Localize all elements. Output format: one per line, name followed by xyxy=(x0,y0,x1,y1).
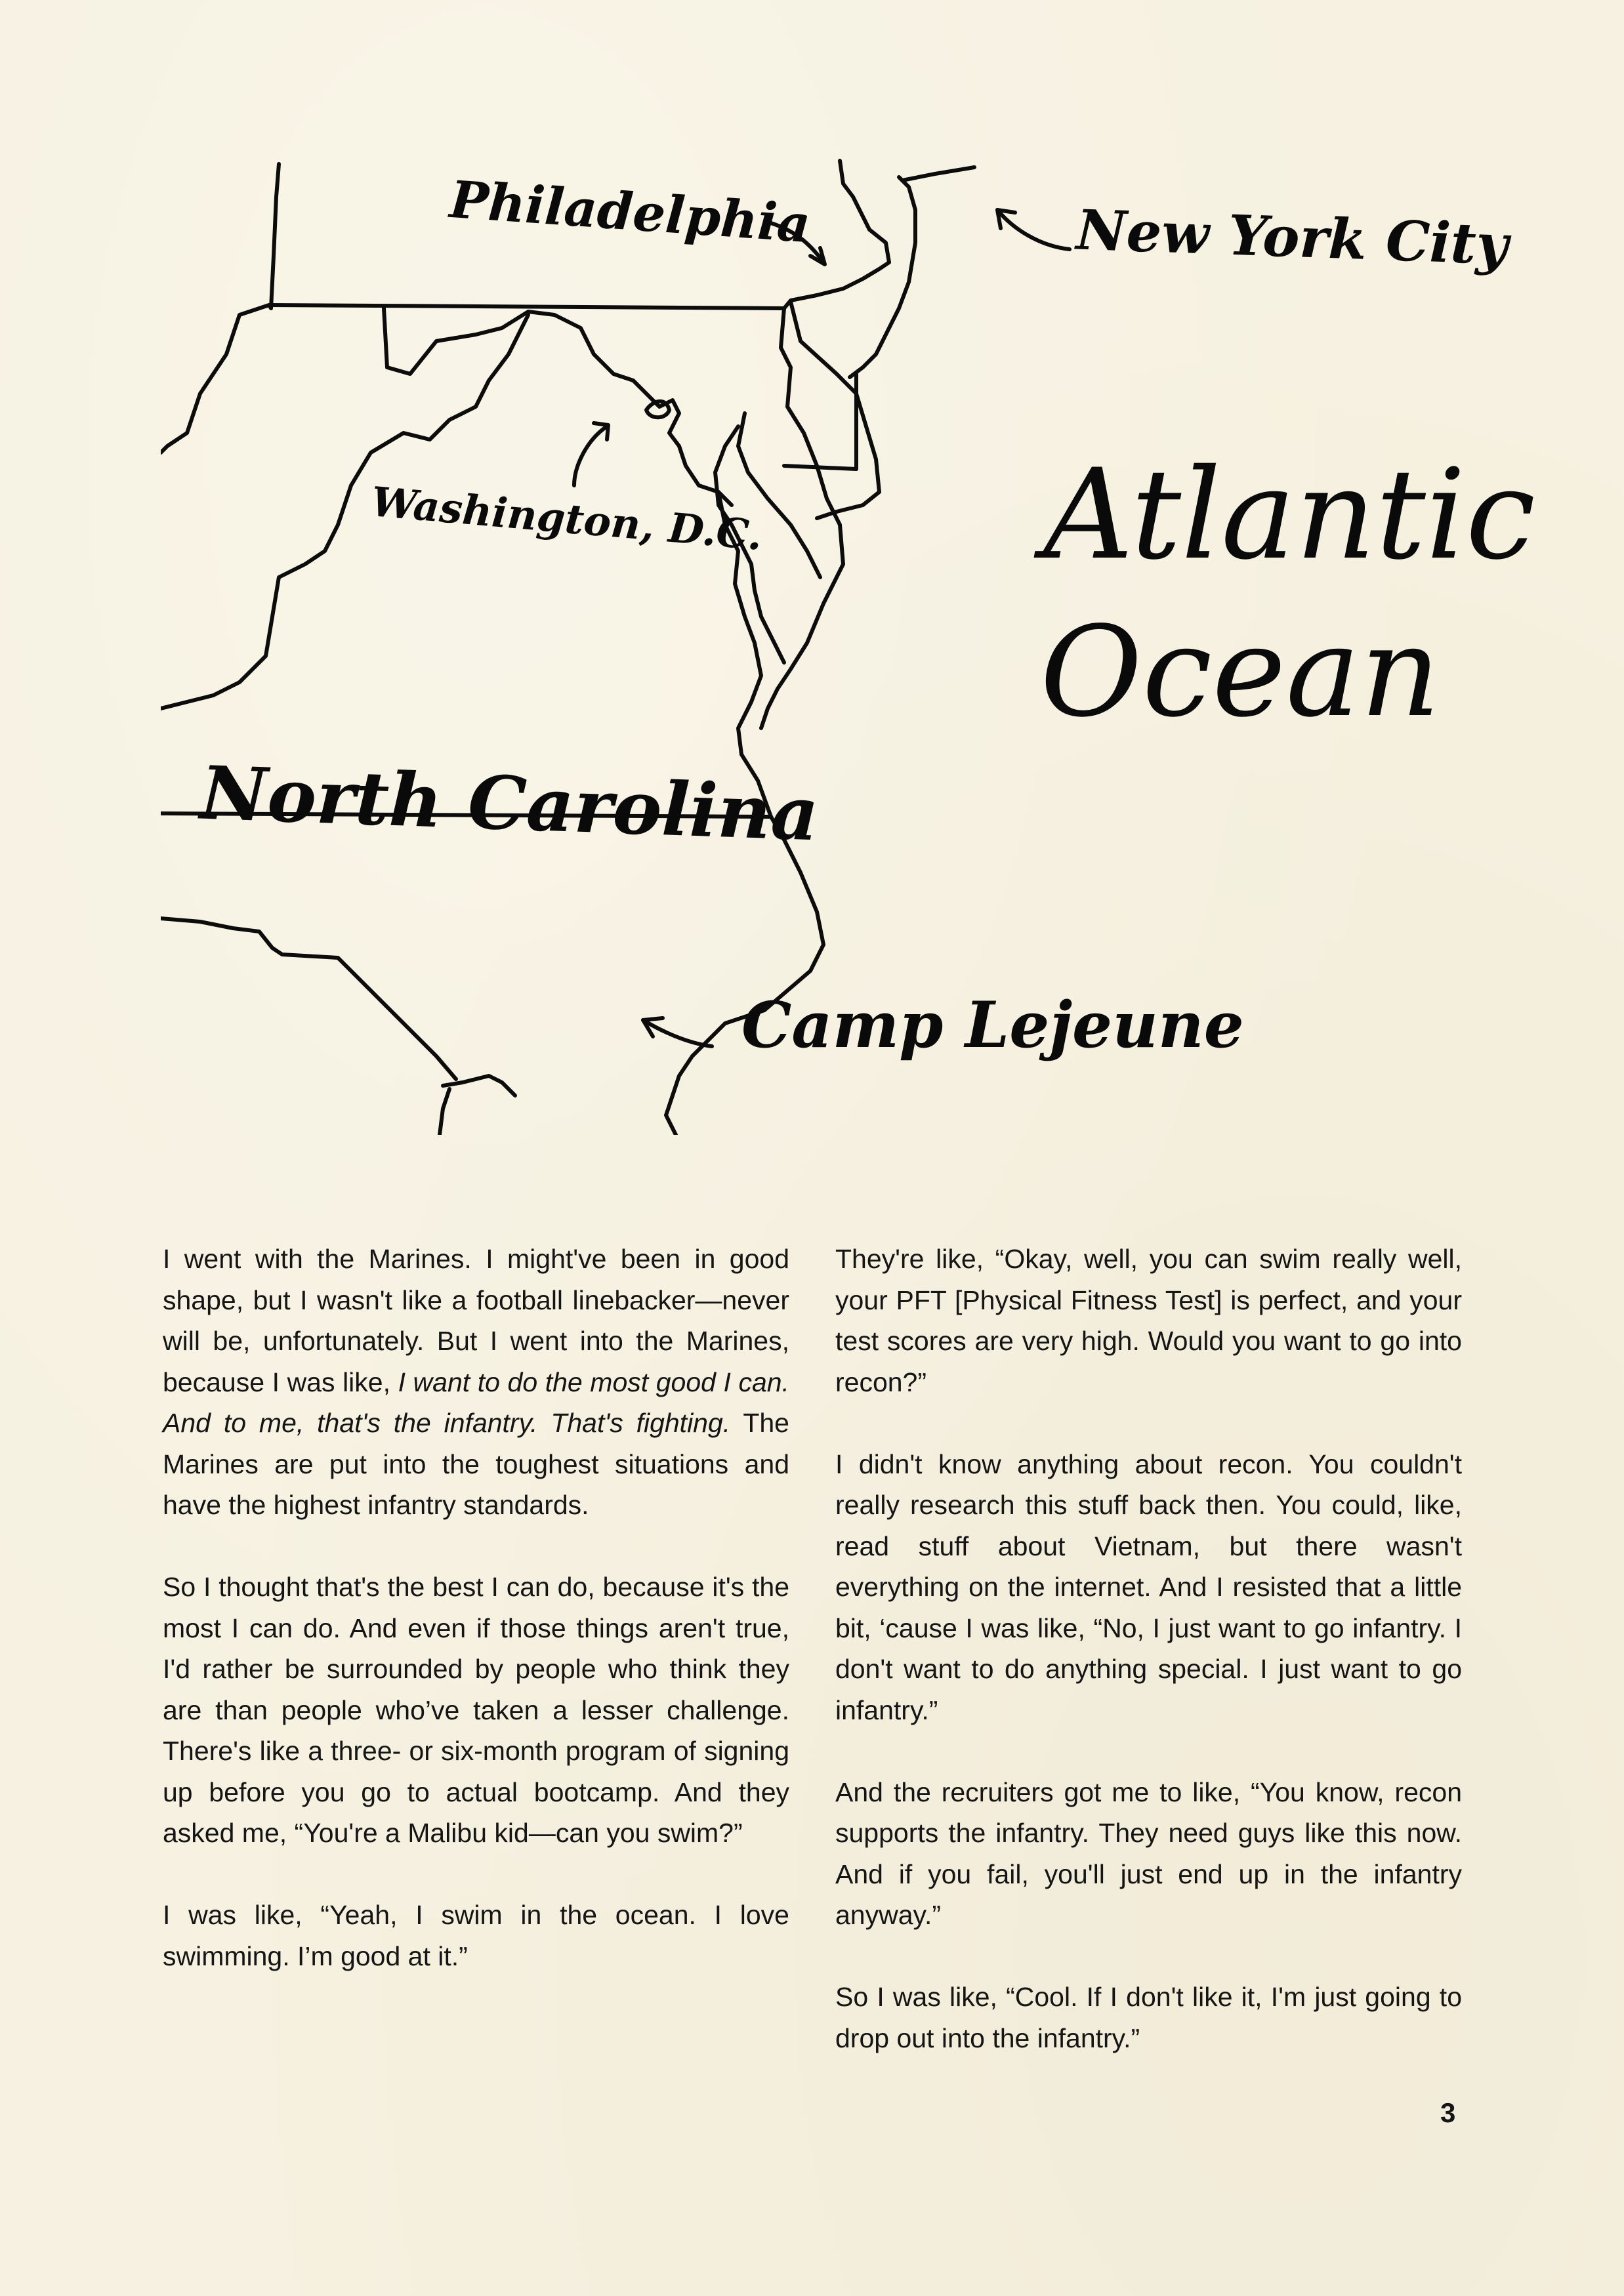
arrow-camp-lejeune xyxy=(643,1020,712,1046)
label-philadelphia: Philadelphia xyxy=(448,169,812,255)
text-span: The Marines are put into the toughest situations and have the highest infantry standards. xyxy=(163,1408,789,1520)
label-atlantic: Atlantic xyxy=(1043,442,1536,587)
paragraph: So I was like, “Cool. If I don't like it, I'm just going to drop out into the infantry.” xyxy=(835,1982,1462,2053)
article-columns xyxy=(163,1239,1462,2059)
sc-coast-stub-2 xyxy=(440,1089,449,1135)
paragraph: They're like, “Okay, well, you can swim really well, your PFT [Physical Fitness Test] is perfect, and your test scores are very high. Would you want to go into recon?” xyxy=(835,1244,1462,1397)
nc-sc-border xyxy=(161,918,456,1079)
east-coast-map xyxy=(161,157,1536,1135)
long-island-stub xyxy=(902,167,974,180)
arrow-nyc xyxy=(997,210,1070,249)
label-camp-lejeune: Camp Lejeune xyxy=(741,988,1244,1062)
paragraph: I was like, “Yeah, I swim in the ocean. I love swimming. I’m good at it.” xyxy=(163,1900,789,1971)
paragraph: I didn't know anything about recon. You couldn't really research this stuff back then. You could, like, read stuff about Vietnam, but there wasn't everything on the internet. And I resisted that a little bit, ‘cause I was like, “No, I just want to go infantry. I don't want to do anything special. I just want to go infantry.” xyxy=(835,1448,1462,1725)
pa-southern-border xyxy=(271,305,784,308)
paragraph: So I thought that's the best I can do, because it's the most I can do. And even if those things aren't true, I'd rather be surrounded by people who think they are than people who’ve taken a lesser challenge. There's like a three- or six-month program of signing up before you go to actual bootcamp. And they asked me, “You're a Malibu kid—can you swim?” xyxy=(163,1572,789,1848)
label-north-carolina: North Carolina xyxy=(199,750,820,858)
text-span: I went with the Marines. I might've been in good shape, but I wasn't like a football linebacker—never will be, unfortunately. But I went into the Marines, because I was like, xyxy=(163,1244,789,1397)
delaware-bay xyxy=(791,302,879,518)
italic-thought: I want to do the most good I can. And to me, that's the infantry. That's fighting. xyxy=(163,1366,789,1438)
page-number: 3 xyxy=(1440,2097,1456,2128)
nc-coast xyxy=(666,817,823,1135)
label-washington-dc: Washington, D.C. xyxy=(369,478,764,560)
right-column xyxy=(835,1239,1462,2059)
left-column xyxy=(163,1239,789,2059)
paragraph: And the recruiters got me to like, “You know, recon supports the infantry. They need guys like this now. And if you fail, you'll just end up in the infantry anyway.” xyxy=(835,1776,1462,1930)
label-ocean: Ocean xyxy=(1040,600,1441,745)
arrow-dc xyxy=(574,426,607,485)
maryland-wv-line xyxy=(384,308,732,505)
pa-western-border xyxy=(161,164,279,453)
paragraph xyxy=(163,1239,789,1526)
label-new-york-city: New York City xyxy=(1075,197,1510,277)
